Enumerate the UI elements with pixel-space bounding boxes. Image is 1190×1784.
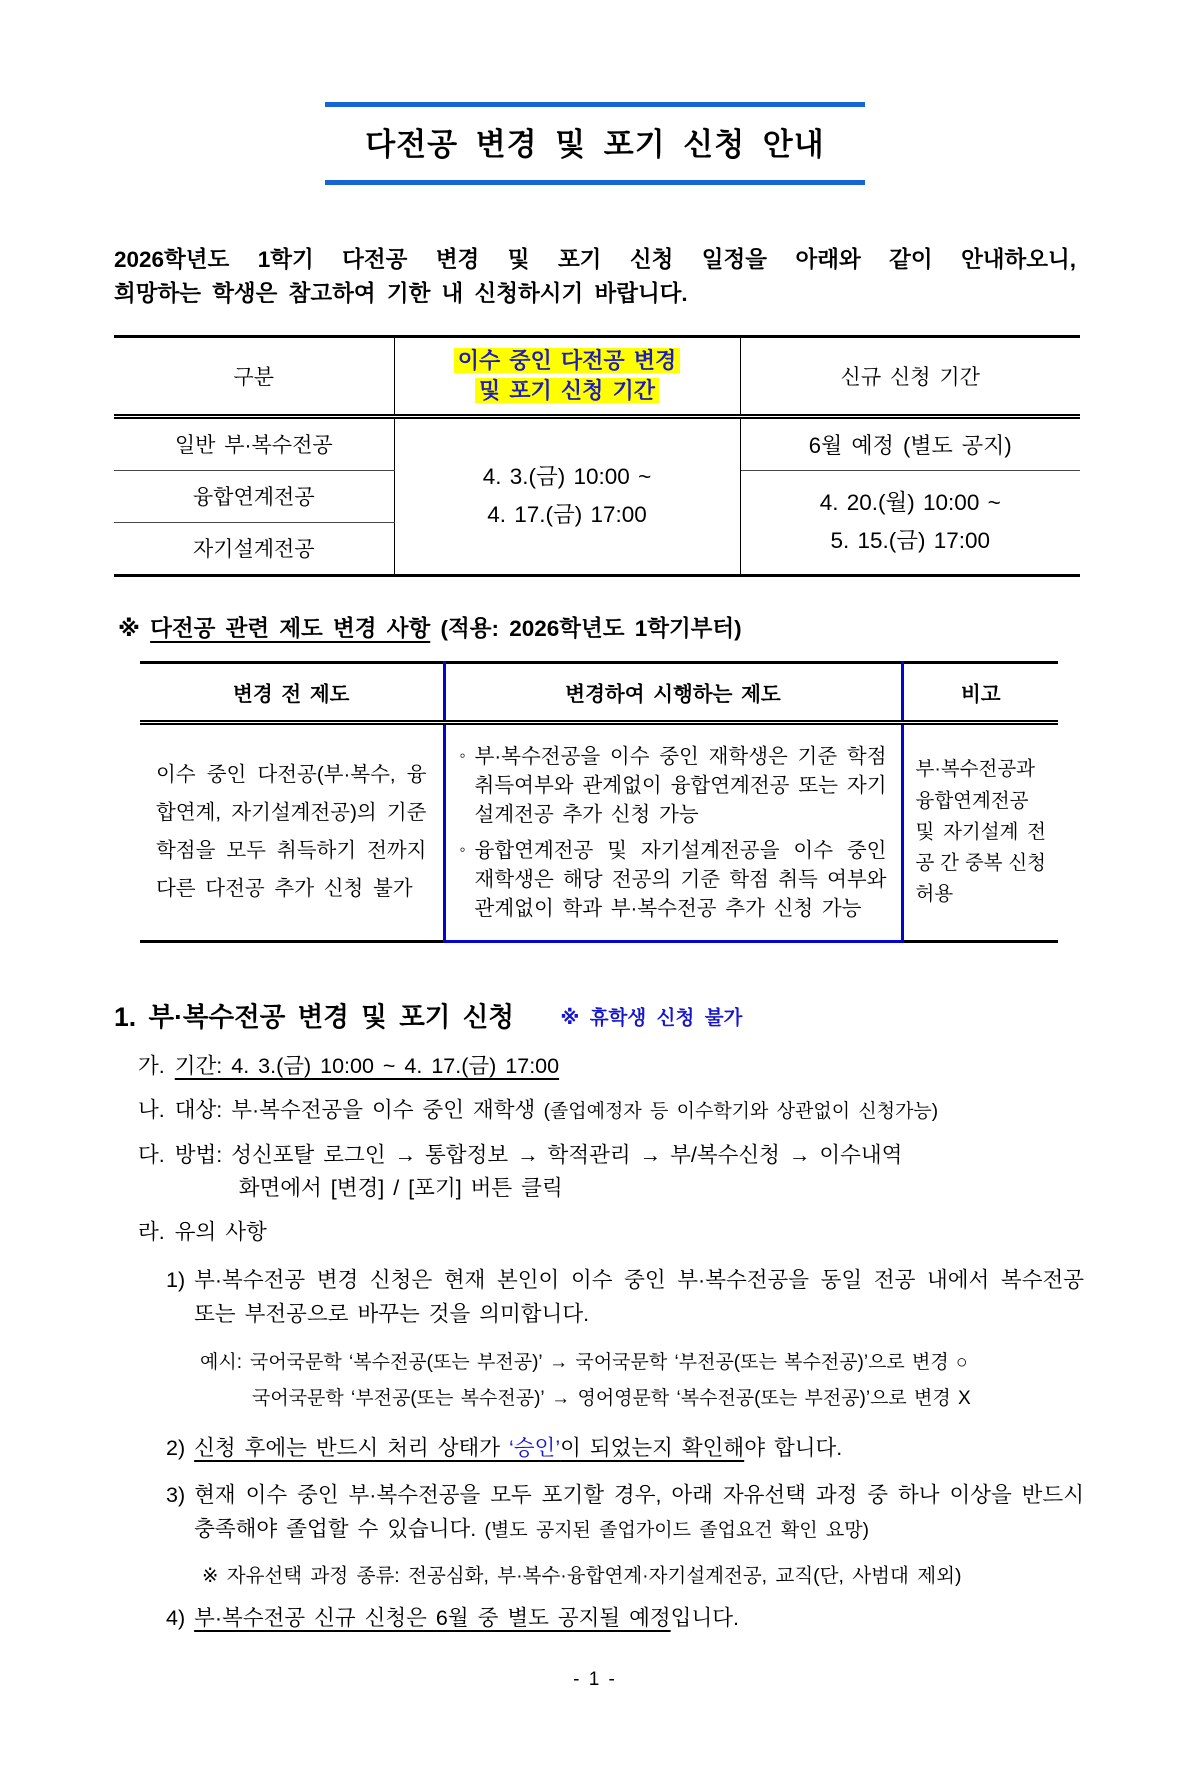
caution-3-text: 현재 이수 중인 부·복수전공을 모두 포기할 경우, 아래 자유선택 과정 중 하나 이상을 반드시 충족해야 졸업할 수 있습니다.: [194, 1483, 1084, 1542]
notice-document-page: [0, 102, 1190, 1784]
caution-4-text-rest: 입니다.: [670, 1605, 739, 1630]
new-period-general-cell: 6월 예정 (별도 공지): [740, 416, 1080, 470]
after-policy-item-1-text: 부·복수전공을 이수 중인 재학생은 기준 학점 취득여부와 관계없이 융합연계전공 또는 자기설계전공 추가 신청 가능: [474, 744, 887, 826]
header-remarks: 비고: [902, 662, 1058, 722]
intro-line-2: 희망하는 학생은 참고하여 기한 내 신청하시기 바랍니다.: [114, 280, 688, 306]
section-1-heading: [114, 995, 1084, 1034]
row-label-selfdesign-major: 자기설계전공: [114, 522, 394, 575]
caution-list: [166, 1263, 1084, 1636]
example-2-text: 국어국문학 ‘부전공(또는 복수전공)’ → 영어영문학 ‘복수전공(또는 부전공)’으로 변경 X: [252, 1387, 971, 1409]
caution-4: [166, 1601, 1084, 1635]
section-1-number: 1.: [114, 1002, 137, 1033]
title-block: [325, 102, 865, 185]
change-period-cell: [394, 416, 740, 575]
after-policy-cell: [444, 722, 902, 942]
section-1-title: 부·복수전공 변경 및 포기 신청: [148, 1002, 514, 1033]
header-new-period: 신규 신청 기간: [740, 336, 1080, 416]
item-cautions-label: 라.: [138, 1220, 165, 1245]
caution-3-paren: (별도 공지된 졸업가이드 졸업요건 확인 요망): [476, 1520, 869, 1542]
caution-2-text-pre: 신청 후에는 반드시 처리 상태가: [194, 1435, 509, 1460]
schedule-table-header-row: [114, 336, 1080, 416]
caution-4-text-underlined: 부·복수전공 신규 신청은 6월 중 별도 공지될 예정: [194, 1605, 671, 1630]
schedule-row-general: [114, 416, 1080, 470]
caution-1-label: 1): [166, 1267, 186, 1292]
caution-2: [166, 1431, 1084, 1465]
new-period-convergence-cell: [740, 470, 1080, 575]
example-block: [200, 1345, 1084, 1417]
intro-line-1: 2026학년도 1학기 다전공 변경 및 포기 신청 일정을 아래와 같이 안내하오니,: [114, 247, 1076, 272]
policy-table-body-row: [140, 722, 1058, 942]
caution-3-label: 3): [166, 1483, 186, 1508]
item-method: [138, 1139, 1084, 1206]
header-change-period-line1: 이수 중인 다전공 변경: [454, 348, 681, 373]
example-line-2: [252, 1381, 1084, 1417]
item-method-line1: 방법: 성신포탈 로그인 → 통합정보 → 학적관리 → 부/복수신청 → 이수내역: [174, 1142, 903, 1167]
page-title: 다전공 변경 및 포기 신청 안내: [365, 127, 825, 162]
caution-4-label: 4): [166, 1605, 186, 1630]
item-period-label: 가.: [138, 1054, 165, 1079]
caution-1-text: 부·복수전공 변경 신청은 현재 본인이 이수 중인 부·복수전공을 동일 전공 내에서 복수전공 또는 부전공으로 바꾸는 것을 의미합니다.: [194, 1267, 1084, 1327]
item-method-label: 다.: [138, 1142, 165, 1167]
section-1-side-note: ※ 휴학생 신청 불가: [560, 1007, 743, 1030]
page-number: - 1 -: [573, 1669, 617, 1691]
header-category: 구분: [114, 336, 394, 416]
example-label: 예시:: [200, 1351, 242, 1373]
reference-mark: ※: [118, 615, 140, 641]
after-policy-item-2-text: 융합연계전공 및 자기설계전공을 이수 중인 재학생은 해당 전공의 기준 학점 취득 여부와 관계없이 학과 부·복수전공 추가 신청 가능: [474, 838, 887, 921]
free-choice-note: ※ 자유선택 과정 종류: 전공심화, 부·복수·융합연계·자기설계전공, 교직(단, 사범대 제외): [202, 1564, 962, 1587]
change-period-line2: 4. 17.(금) 17:00: [487, 502, 647, 527]
header-change-period: [394, 336, 740, 416]
item-period-text: 기간: 4. 3.(금) 10:00 ~ 4. 17.(금) 17:00: [174, 1054, 560, 1079]
header-change-period-line2: 및 포기 신청 기간: [475, 378, 659, 403]
caution-2-label: 2): [166, 1435, 186, 1460]
caution-2-text-post: 이 되었는지 확인해: [560, 1435, 745, 1460]
row-label-general-minor-double: 일반 부·복수전공: [114, 416, 394, 470]
item-cautions-text: 유의 사항: [174, 1220, 267, 1245]
section-1: [114, 995, 1084, 1635]
row-label-convergence-major: 융합연계전공: [114, 470, 394, 522]
after-policy-item-1: [460, 742, 887, 829]
header-after-policy: 변경하여 시행하는 제도: [444, 662, 902, 722]
policy-table-header-row: [140, 662, 1058, 722]
schedule-table: [114, 335, 1080, 577]
new-period-line2: 5. 15.(금) 17:00: [830, 528, 991, 553]
after-policy-item-2: [460, 836, 887, 923]
policy-table: [140, 661, 1058, 944]
item-cautions: [138, 1216, 1084, 1249]
item-target-label: 나.: [138, 1098, 165, 1123]
circle-bullet-icon: ◦: [459, 839, 466, 859]
header-before-policy: 변경 전 제도: [140, 662, 444, 722]
example-1-text: 국어국문학 ‘복수전공(또는 부전공)’ → 국어국문학 ‘부전공(또는 복수전공)’으로 변경 ○: [250, 1351, 968, 1373]
item-target: [138, 1094, 1084, 1127]
policy-change-heading: [118, 611, 1190, 643]
remarks-cell: 부·복수전공과 융합연계전공 및 자기설계 전공 간 중복 신청 허용: [915, 758, 1046, 906]
caution-1: [166, 1263, 1084, 1332]
new-period-line1: 4. 20.(월) 10:00 ~: [819, 489, 1001, 515]
item-method-line2: 화면에서 [변경] / [포기] 버튼 클릭: [238, 1176, 563, 1201]
intro-paragraph: [114, 243, 1076, 311]
circle-bullet-icon: ◦: [459, 745, 466, 765]
change-period-line1: 4. 3.(금) 10:00 ~: [482, 463, 652, 489]
section-1-items: [138, 1050, 1084, 1635]
item-target-paren: (졸업예정자 등 이수학기와 상관없이 신청가능): [535, 1101, 939, 1123]
caution-2-text-rest: 야 합니다.: [744, 1435, 843, 1460]
policy-change-heading-suffix: (적용: 2026학년도 1학기부터): [430, 615, 742, 641]
policy-change-heading-main: 다전공 관련 제도 변경 사항: [150, 615, 431, 641]
before-policy-cell: 이수 중인 다전공(부·복수, 융합연계, 자기설계전공)의 기준 학점을 모두 취득하기 전까지 다른 다전공 추가 신청 불가: [156, 763, 427, 901]
caution-3: [166, 1478, 1084, 1547]
item-period: [138, 1050, 1084, 1083]
caution-2-approval-highlight: ‘승인’: [509, 1435, 561, 1460]
example-line-1: [200, 1345, 1084, 1381]
item-target-text: 대상: 부·복수전공을 이수 중인 재학생: [174, 1098, 536, 1123]
